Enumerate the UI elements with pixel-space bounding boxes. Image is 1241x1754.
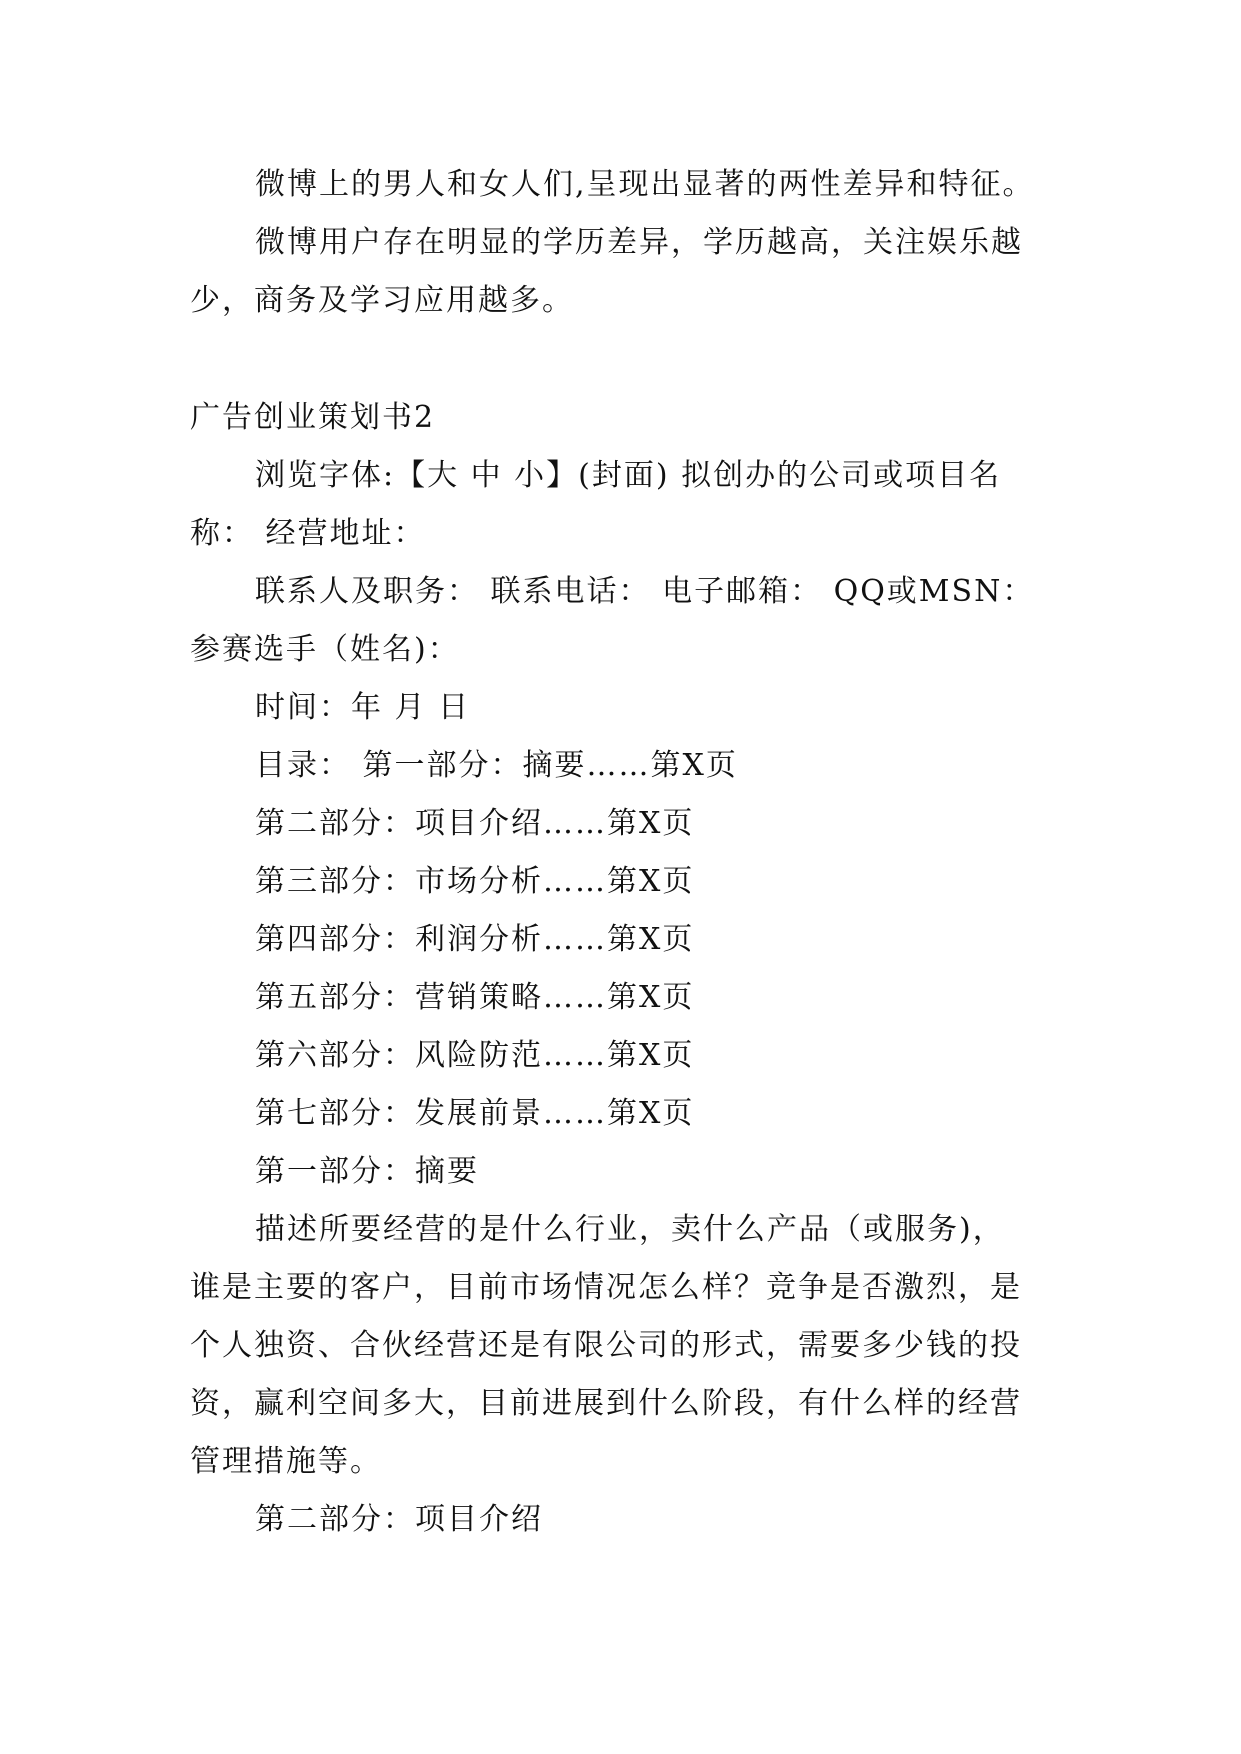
summary-paragraph-line: 谁是主要的客户，目前市场情况怎么样？竞争是否激烈，是 (190, 1270, 1022, 1305)
paragraph-education-line-1: 微博用户存在明显的学历差异，学历越高，关注娱乐越 (255, 225, 1023, 260)
contact-info-line: 联系人及职务： 联系电话： 电子邮箱： QQ或MSN： (255, 574, 1035, 609)
toc-item: 第五部分：营销策略……第X页 (255, 980, 695, 1015)
summary-paragraph-line: 描述所要经营的是什么行业，卖什么产品（或服务)， (255, 1212, 1005, 1247)
toc-item: 第三部分：市场分析……第X页 (255, 864, 695, 899)
summary-paragraph-line: 资，赢利空间多大，目前进展到什么阶段，有什么样的经营 (190, 1386, 1022, 1421)
toc-item: 第六部分：风险防范……第X页 (255, 1038, 695, 1073)
paragraph-gender-differences: 微博上的男人和女人们,呈现出显著的两性差异和特征。 (255, 167, 1035, 202)
toc-item: 第七部分：发展前景……第X页 (255, 1096, 695, 1131)
toc-item: 目录： 第一部分：摘要……第X页 (255, 748, 738, 783)
section-title: 广告创业策划书2 (190, 400, 436, 435)
toc-item: 第四部分：利润分析……第X页 (255, 922, 695, 957)
participant-name-line: 参赛选手（姓名)： (190, 632, 460, 667)
cover-info-line-1: 浏览字体:【大 中 小】(封面) 拟创办的公司或项目名 (255, 458, 1002, 493)
part-one-heading: 第一部分：摘要 (255, 1154, 479, 1189)
cover-info-line-2: 称： 经营地址： (190, 516, 426, 551)
paragraph-education-line-2: 少，商务及学习应用越多。 (190, 283, 574, 318)
part-two-heading: 第二部分：项目介绍 (255, 1502, 543, 1537)
toc-item: 第二部分：项目介绍……第X页 (255, 806, 695, 841)
summary-paragraph-line: 个人独资、合伙经营还是有限公司的形式，需要多少钱的投 (190, 1328, 1022, 1363)
date-line: 时间：年 月 日 (255, 690, 471, 725)
summary-paragraph-line: 管理措施等。 (190, 1444, 382, 1479)
